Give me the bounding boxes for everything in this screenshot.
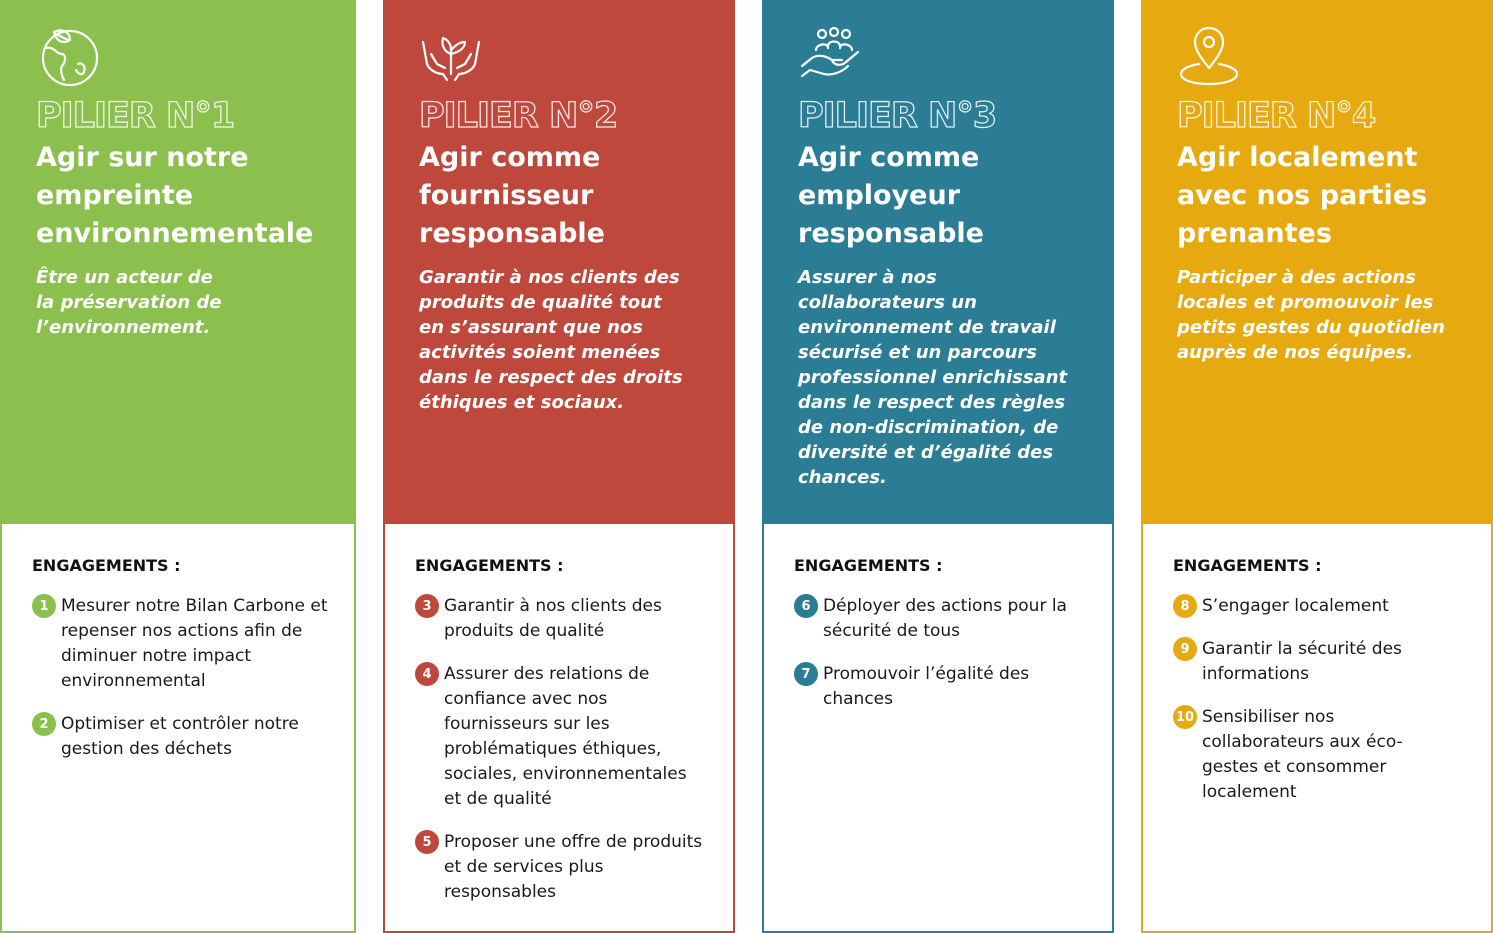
engagement-number-badge: 8 [1173,594,1197,618]
pillar-header-3 [762,0,1114,524]
pillar-title: Agir sur notre empreinte environnementale [36,142,314,249]
engagement-number-badge: 7 [794,662,818,686]
pillar-title: Agir comme employeur responsable [798,142,984,249]
engagements-section-3 [764,524,1112,931]
engagement-text: Mesurer notre Bilan Carbone et repenser nos actions afin de diminuer notre impact environnemental [61,596,328,691]
engagement-item [415,662,707,812]
pillar-label: PILIER N°3 [798,96,997,136]
engagement-number-badge: 2 [32,712,56,736]
pillar-description: Participer à des actions locales et promouvoir les petits gestes du quotidien auprès de nos équipes. [1177,267,1445,363]
pillar-label: PILIER N°2 [419,96,618,136]
pillar-description: Être un acteur de la préservation de l’environnement. [36,267,222,338]
engagement-number-badge: 3 [415,594,439,618]
engagement-number-badge: 9 [1173,637,1197,661]
pillar-title: Agir comme fournisseur responsable [419,142,605,249]
engagement-text: Promouvoir l’égalité des chances [823,664,1030,709]
engagement-item [32,594,332,694]
engagement-item [415,830,707,905]
engagement-number-badge: 5 [415,830,439,854]
pillar-header-4 [1141,0,1493,524]
engagement-text: S’engager localement [1202,596,1389,616]
hand-people-icon [798,24,862,88]
engagement-text: Déployer des actions pour la sécurité de tous [823,596,1067,641]
engagement-number-badge: 6 [794,594,818,618]
engagements-section-4 [1143,524,1491,931]
engagement-item [32,712,332,762]
engagement-number-badge: 4 [415,662,439,686]
engagements-heading: ENGAGEMENTS : [415,556,564,575]
engagements-section-1 [2,524,354,931]
engagements-heading: ENGAGEMENTS : [32,556,181,575]
engagement-item [794,662,1089,712]
engagements-list [32,594,332,780]
hands-plant-icon [419,24,483,88]
pillar-card-4 [1141,0,1493,933]
engagements-heading: ENGAGEMENTS : [794,556,943,575]
earth-leaf-icon [36,24,100,88]
pillar-description: Garantir à nos clients des produits de qualité tout en s’assurant que nos activités soient menées dans le respect des droits éthiques et sociaux. [419,267,683,413]
engagement-text: Garantir la sécurité des informations [1202,639,1402,684]
engagement-text: Garantir à nos clients des produits de qualité [444,596,662,641]
pillar-header-1 [0,0,356,524]
engagement-item [1173,594,1445,619]
engagement-item [794,594,1089,644]
pillar-header-2 [383,0,735,524]
pillar-card-1 [0,0,356,933]
engagement-item [415,594,707,644]
engagement-number-badge: 1 [32,594,56,618]
pillar-card-2 [383,0,735,933]
pillar-description: Assurer à nos collaborateurs un environnement de travail sécurisé et un parcours professionnel enrichissant dans le respect des règles de non-discrimination, de diversité et d’égalité des chances. [798,267,1068,488]
engagements-list [415,594,707,923]
engagement-number-badge: 10 [1173,705,1197,729]
engagements-list [1173,594,1445,823]
pillar-card-3 [762,0,1114,933]
engagements-list [794,594,1089,730]
engagements-heading: ENGAGEMENTS : [1173,556,1322,575]
engagement-text: Assurer des relations de confiance avec nos fournisseurs sur les problématiques éthiques, sociales, environnementales et de qualité [444,664,687,809]
engagement-text: Optimiser et contrôler notre gestion des déchets [61,714,299,759]
engagements-section-2 [385,524,733,931]
engagement-item [1173,705,1445,805]
engagement-text: Proposer une offre de produits et de services plus responsables [444,832,703,902]
location-pin-icon [1177,24,1241,88]
pillar-title: Agir localement avec nos parties prenantes [1177,142,1428,249]
engagement-text: Sensibiliser nos collaborateurs aux éco-gestes et consommer localement [1202,707,1403,802]
pillar-label: PILIER N°4 [1177,96,1376,136]
pillar-label: PILIER N°1 [36,96,235,136]
engagement-item [1173,637,1445,687]
